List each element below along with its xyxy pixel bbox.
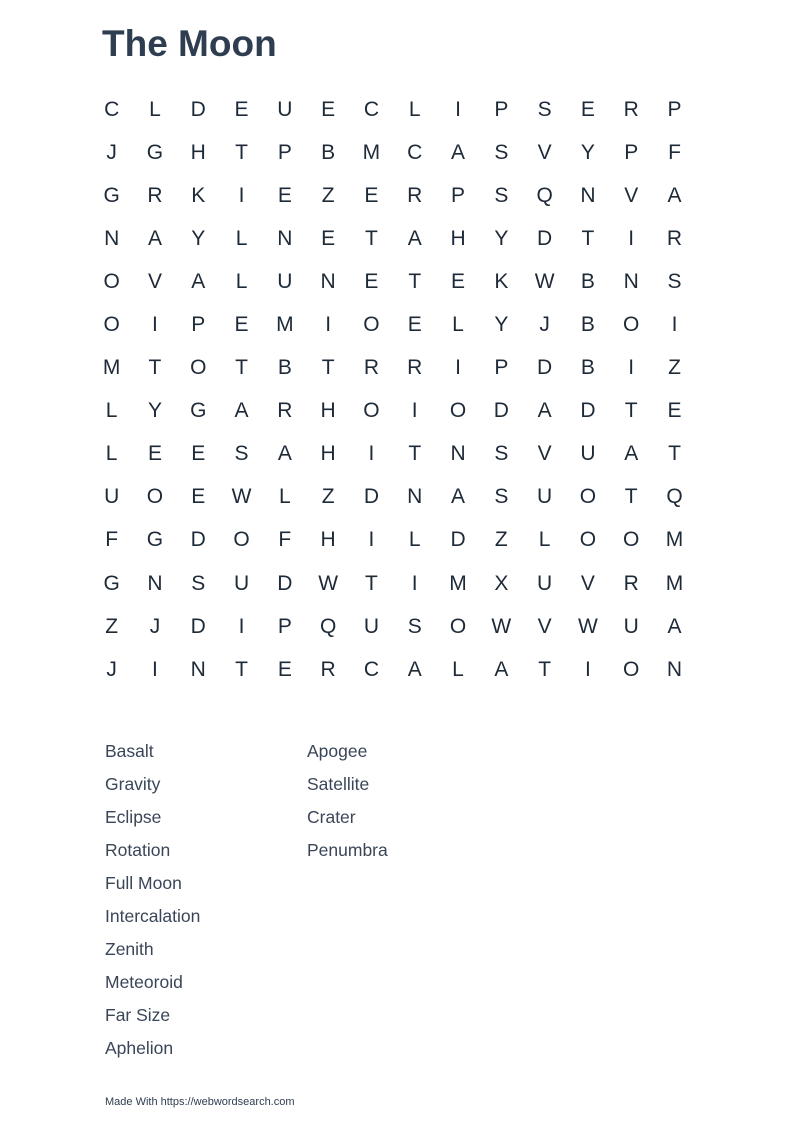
grid-letter[interactable]: R bbox=[147, 183, 163, 207]
grid-letter[interactable]: T bbox=[624, 485, 638, 509]
grid-letter[interactable]: V bbox=[580, 571, 595, 595]
grid-letter[interactable]: F bbox=[105, 528, 119, 552]
grid-letter[interactable]: A bbox=[667, 614, 682, 638]
grid-letter[interactable]: O bbox=[103, 313, 120, 337]
grid-letter[interactable]: C bbox=[104, 97, 120, 121]
word-list-item: Gravity bbox=[105, 774, 161, 794]
grid-letter[interactable]: I bbox=[411, 399, 418, 423]
grid-letter[interactable]: I bbox=[455, 97, 461, 121]
grid-letter[interactable]: P bbox=[451, 183, 466, 207]
grid-letter[interactable]: Z bbox=[321, 183, 335, 207]
grid-letter[interactable]: S bbox=[494, 140, 509, 164]
grid-letter[interactable]: D bbox=[190, 97, 206, 121]
grid-letter[interactable]: Q bbox=[319, 614, 337, 638]
grid-letter[interactable]: I bbox=[152, 313, 158, 337]
grid-letter[interactable]: L bbox=[278, 485, 291, 509]
grid-letter[interactable]: U bbox=[580, 442, 596, 466]
word-list-item: Full Moon bbox=[105, 873, 182, 893]
word-list-item: Eclipse bbox=[105, 807, 162, 827]
grid-letter[interactable]: B bbox=[580, 356, 595, 380]
grid-letter[interactable]: U bbox=[233, 571, 250, 595]
grid-letter[interactable]: O bbox=[449, 399, 467, 423]
grid-letter[interactable]: O bbox=[363, 399, 380, 423]
grid-letter[interactable]: R bbox=[666, 226, 683, 250]
grid-letter[interactable]: G bbox=[103, 183, 120, 207]
grid-letter[interactable]: N bbox=[190, 657, 206, 681]
word-list-item: Intercalation bbox=[105, 906, 201, 926]
grid-letter[interactable]: R bbox=[623, 97, 639, 121]
grid-letter[interactable]: E bbox=[191, 485, 206, 509]
grid-letter[interactable]: Y bbox=[494, 313, 509, 337]
grid-letter[interactable]: A bbox=[624, 442, 639, 466]
grid-letter[interactable]: S bbox=[407, 614, 422, 638]
grid-letter[interactable]: M bbox=[102, 356, 121, 380]
grid-letter[interactable]: A bbox=[537, 399, 552, 423]
grid-letter[interactable]: R bbox=[320, 657, 336, 681]
grid-letter[interactable]: N bbox=[580, 183, 596, 207]
grid-letter[interactable]: L bbox=[105, 442, 118, 466]
grid-letter[interactable]: T bbox=[235, 657, 248, 681]
word-list-item: Aphelion bbox=[105, 1038, 174, 1058]
footer-credit: Made With https://webwordsearch.com bbox=[105, 1096, 295, 1108]
grid-letter[interactable]: P bbox=[667, 97, 682, 121]
grid-letter[interactable]: P bbox=[191, 313, 206, 337]
grid-letter[interactable]: Y bbox=[580, 140, 595, 164]
grid-letter[interactable]: T bbox=[624, 399, 638, 423]
grid-letter[interactable]: L bbox=[452, 313, 464, 337]
grid-letter[interactable]: J bbox=[106, 657, 117, 681]
grid-letter[interactable]: H bbox=[190, 140, 206, 164]
grid-letter[interactable]: I bbox=[584, 657, 591, 681]
word-list-item: Penumbra bbox=[307, 840, 388, 860]
grid-letter[interactable]: B bbox=[580, 269, 595, 293]
grid-letter[interactable]: N bbox=[407, 485, 423, 509]
word-list-item: Meteoroid bbox=[105, 972, 183, 992]
grid-letter[interactable]: A bbox=[407, 226, 422, 250]
grid-letter[interactable]: H bbox=[320, 399, 336, 423]
grid-letter[interactable]: I bbox=[152, 657, 158, 681]
grid-letter[interactable]: P bbox=[494, 97, 509, 121]
grid-letter[interactable]: I bbox=[628, 356, 635, 380]
word-list-item: Basalt bbox=[105, 741, 154, 761]
grid-letter[interactable]: M bbox=[362, 140, 381, 164]
grid-letter[interactable]: I bbox=[368, 528, 375, 552]
grid-letter[interactable]: R bbox=[407, 183, 423, 207]
grid-letter[interactable]: A bbox=[277, 442, 292, 466]
grid-letter[interactable]: E bbox=[667, 399, 682, 423]
grid-letter[interactable]: O bbox=[363, 313, 380, 337]
word-list-column bbox=[105, 735, 307, 1065]
grid-letter[interactable]: I bbox=[411, 571, 418, 595]
grid-letter[interactable]: W bbox=[491, 614, 512, 638]
grid-letter[interactable]: S bbox=[234, 442, 249, 466]
grid-letter[interactable]: A bbox=[451, 140, 466, 164]
grid-letter[interactable]: F bbox=[668, 140, 681, 164]
grid-letter[interactable]: H bbox=[320, 528, 336, 552]
grid-letter[interactable]: C bbox=[363, 97, 380, 121]
grid-letter[interactable]: N bbox=[666, 657, 683, 681]
grid-letter[interactable]: D bbox=[277, 571, 293, 595]
grid-letter[interactable]: T bbox=[365, 571, 378, 595]
grid-letter[interactable]: X bbox=[494, 571, 509, 595]
grid-letter[interactable]: Y bbox=[494, 226, 509, 250]
grid-letter[interactable]: A bbox=[451, 485, 466, 509]
grid-letter[interactable]: U bbox=[363, 614, 380, 638]
grid-letter[interactable]: A bbox=[494, 657, 509, 681]
grid-letter[interactable]: L bbox=[408, 97, 421, 121]
page-title: The Moon bbox=[102, 23, 277, 64]
grid-letter[interactable]: T bbox=[408, 269, 422, 293]
grid-letter[interactable]: O bbox=[103, 269, 120, 293]
grid-letter[interactable]: O bbox=[146, 485, 164, 509]
grid-letter[interactable]: A bbox=[147, 226, 162, 250]
grid-letter[interactable]: L bbox=[149, 97, 161, 121]
grid-letter[interactable]: O bbox=[623, 528, 640, 552]
grid-letter[interactable]: T bbox=[235, 140, 248, 164]
grid-letter[interactable]: H bbox=[320, 442, 336, 466]
grid-letter[interactable]: V bbox=[537, 614, 552, 638]
grid-letter[interactable]: P bbox=[624, 140, 639, 164]
grid-letter[interactable]: N bbox=[623, 269, 639, 293]
grid-letter[interactable]: N bbox=[277, 226, 293, 250]
grid-letter[interactable]: I bbox=[628, 226, 635, 250]
grid-letter[interactable]: M bbox=[665, 528, 684, 552]
grid-letter[interactable]: L bbox=[408, 528, 421, 552]
letter-grid bbox=[90, 88, 696, 691]
grid-letter[interactable]: E bbox=[191, 442, 206, 466]
grid-letter[interactable]: I bbox=[455, 356, 461, 380]
grid-letter[interactable]: T bbox=[365, 226, 378, 250]
grid-letter[interactable]: S bbox=[191, 571, 206, 595]
word-list-item: Rotation bbox=[105, 840, 171, 860]
grid-letter[interactable]: D bbox=[493, 399, 509, 423]
word-list-item: Apogee bbox=[307, 741, 368, 761]
grid-letter[interactable]: I bbox=[238, 614, 245, 638]
grid-letter[interactable]: M bbox=[276, 313, 294, 337]
grid-letter[interactable]: E bbox=[234, 313, 249, 337]
grid-letter[interactable]: E bbox=[580, 97, 595, 121]
grid-letter[interactable]: I bbox=[238, 183, 245, 207]
grid-letter[interactable]: R bbox=[623, 571, 639, 595]
grid-letter[interactable]: Q bbox=[536, 183, 553, 207]
grid-letter[interactable]: O bbox=[190, 356, 207, 380]
grid-letter[interactable]: V bbox=[147, 269, 162, 293]
grid-letter[interactable]: M bbox=[449, 571, 467, 595]
grid-letter[interactable]: T bbox=[408, 442, 422, 466]
grid-letter[interactable]: D bbox=[580, 399, 596, 423]
grid-letter[interactable]: Z bbox=[668, 356, 681, 380]
grid-letter[interactable]: N bbox=[147, 571, 163, 595]
grid-letter[interactable]: D bbox=[537, 226, 553, 250]
grid-letter[interactable]: S bbox=[494, 442, 509, 466]
grid-letter[interactable]: O bbox=[623, 313, 640, 337]
grid-letter[interactable]: N bbox=[450, 442, 466, 466]
word-list-item: Satellite bbox=[307, 774, 370, 794]
grid-letter[interactable]: S bbox=[667, 269, 682, 293]
grid-letter[interactable]: O bbox=[579, 485, 597, 509]
word-list-column bbox=[307, 735, 509, 1065]
grid-letter[interactable]: I bbox=[671, 313, 678, 337]
grid-letter[interactable]: F bbox=[278, 528, 292, 552]
grid-letter[interactable]: Z bbox=[321, 485, 335, 509]
grid-letter[interactable]: Y bbox=[191, 226, 206, 250]
grid-letter[interactable]: U bbox=[537, 571, 553, 595]
grid-letter[interactable]: L bbox=[235, 226, 248, 250]
grid-letter[interactable]: P bbox=[277, 140, 292, 164]
grid-letter[interactable]: T bbox=[538, 657, 552, 681]
grid-letter[interactable]: A bbox=[234, 399, 249, 423]
word-list-item: Crater bbox=[307, 807, 356, 827]
grid-letter[interactable]: O bbox=[449, 614, 467, 638]
grid-letter[interactable]: L bbox=[105, 399, 118, 423]
grid-letter[interactable]: E bbox=[321, 97, 336, 121]
grid-letter[interactable]: W bbox=[534, 269, 555, 293]
grid-letter[interactable]: V bbox=[624, 183, 639, 207]
grid-letter[interactable]: I bbox=[325, 313, 332, 337]
grid-letter[interactable]: N bbox=[320, 269, 336, 293]
grid-letter[interactable]: U bbox=[277, 269, 293, 293]
grid-letter[interactable]: E bbox=[364, 269, 379, 293]
grid-letter[interactable]: O bbox=[579, 528, 597, 552]
grid-letter[interactable]: E bbox=[234, 97, 249, 121]
grid-letter[interactable]: E bbox=[451, 269, 466, 293]
grid-letter[interactable]: V bbox=[537, 140, 552, 164]
grid-letter[interactable]: U bbox=[104, 485, 120, 509]
grid-letter[interactable]: U bbox=[277, 97, 293, 121]
grid-letter[interactable]: L bbox=[538, 528, 551, 552]
grid-letter[interactable]: G bbox=[190, 399, 207, 423]
grid-letter[interactable]: A bbox=[667, 183, 682, 207]
grid-letter[interactable]: N bbox=[104, 226, 120, 250]
grid-letter[interactable]: M bbox=[665, 571, 684, 595]
grid-letter[interactable]: E bbox=[321, 226, 336, 250]
grid-letter[interactable]: G bbox=[146, 528, 164, 552]
grid-letter[interactable]: P bbox=[494, 356, 509, 380]
grid-letter[interactable]: R bbox=[363, 356, 380, 380]
grid-letter[interactable]: W bbox=[318, 571, 339, 595]
grid-letter[interactable]: U bbox=[537, 485, 553, 509]
grid-letter[interactable]: E bbox=[407, 313, 422, 337]
grid-letter[interactable]: S bbox=[494, 183, 509, 207]
grid-letter[interactable]: P bbox=[277, 614, 292, 638]
grid-letter[interactable]: V bbox=[537, 442, 552, 466]
grid-letter[interactable]: E bbox=[364, 183, 379, 207]
grid-letter[interactable]: D bbox=[363, 485, 380, 509]
word-list-item: Far Size bbox=[105, 1005, 171, 1025]
grid-letter[interactable]: D bbox=[537, 356, 553, 380]
grid-letter[interactable]: L bbox=[235, 269, 248, 293]
grid-letter[interactable]: B bbox=[277, 356, 292, 380]
grid-letter[interactable]: I bbox=[368, 442, 375, 466]
grid-letter[interactable]: J bbox=[149, 614, 161, 638]
grid-letter[interactable]: T bbox=[581, 226, 595, 250]
grid-letter[interactable]: D bbox=[190, 528, 206, 552]
grid-letter[interactable]: W bbox=[231, 485, 252, 509]
grid-letter[interactable]: K bbox=[191, 183, 206, 207]
grid-letter[interactable]: Q bbox=[666, 485, 683, 509]
grid-letter[interactable]: B bbox=[321, 140, 336, 164]
grid-letter[interactable]: T bbox=[668, 442, 681, 466]
grid-letter[interactable]: C bbox=[363, 657, 380, 681]
grid-letter[interactable]: Z bbox=[105, 614, 119, 638]
grid-letter[interactable]: S bbox=[494, 485, 509, 509]
grid-letter[interactable]: T bbox=[235, 356, 248, 380]
grid-letter[interactable]: Z bbox=[494, 528, 508, 552]
grid-letter[interactable]: J bbox=[106, 140, 117, 164]
grid-letter[interactable]: W bbox=[578, 614, 598, 638]
grid-letter[interactable]: E bbox=[277, 183, 292, 207]
grid-letter[interactable]: R bbox=[277, 399, 293, 423]
grid-letter[interactable]: J bbox=[539, 313, 550, 337]
grid-letter[interactable]: E bbox=[277, 657, 292, 681]
grid-letter[interactable]: C bbox=[407, 140, 423, 164]
grid-letter[interactable]: A bbox=[407, 657, 422, 681]
grid-letter[interactable]: O bbox=[623, 657, 640, 681]
grid-letter[interactable]: D bbox=[450, 528, 466, 552]
grid-letter[interactable]: R bbox=[407, 356, 423, 380]
grid-letter[interactable]: A bbox=[191, 269, 206, 293]
word-list bbox=[105, 735, 509, 1065]
grid-letter[interactable]: T bbox=[148, 356, 162, 380]
grid-letter[interactable]: E bbox=[147, 442, 162, 466]
grid-letter[interactable]: K bbox=[494, 269, 509, 293]
grid-letter[interactable]: Y bbox=[147, 399, 162, 423]
grid-letter[interactable]: G bbox=[103, 571, 120, 595]
grid-letter[interactable]: T bbox=[321, 356, 335, 380]
grid-letter[interactable]: U bbox=[623, 614, 639, 638]
grid-letter[interactable]: D bbox=[190, 614, 206, 638]
grid-letter[interactable]: L bbox=[452, 657, 464, 681]
grid-letter[interactable]: O bbox=[233, 528, 250, 552]
grid-letter[interactable]: S bbox=[537, 97, 552, 121]
grid-letter[interactable]: H bbox=[450, 226, 466, 250]
grid-letter[interactable]: G bbox=[146, 140, 164, 164]
grid-letter[interactable]: B bbox=[580, 313, 595, 337]
word-list-item: Zenith bbox=[105, 939, 154, 959]
